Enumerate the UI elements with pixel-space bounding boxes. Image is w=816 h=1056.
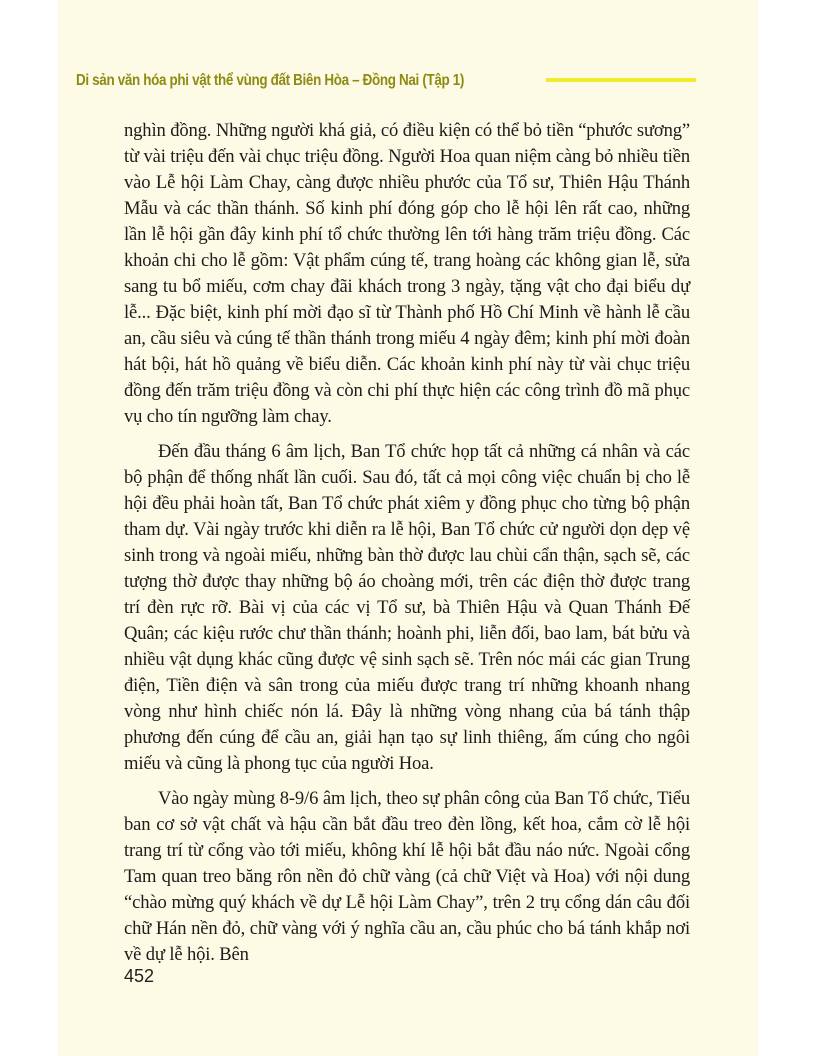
paragraph: Vào ngày mùng 8-9/6 âm lịch, theo sự phân công của Ban Tổ chức, Tiểu ban cơ sở vật chất và hậu cần bắt đầu treo đèn lồng, kết hoa, cắm cờ lễ hội trang trí từ cổng vào tới miếu, không khí lễ hội bắt đầu náo nức. Ngoài cổng Tam quan treo băng rôn nền đỏ chữ vàng (cả chữ Việt và Hoa) với nội dung “chào mừng quý khách về dự Lễ hội Làm Chay”, trên 2 trụ cổng dán câu đối chữ Hán nền đỏ, chữ vàng với ý nghĩa cầu an, cầu phúc cho bá tánh khắp nơi về dự lễ hội. Bên bbox=[124, 788, 690, 965]
page-number: 452 bbox=[124, 966, 155, 986]
paragraph: nghìn đồng. Những người khá giả, có điều kiện có thể bỏ tiền “phước sương” từ vài triệu đến vài chục triệu đồng. Người Hoa quan niệm càng bỏ nhiều tiền vào Lễ hội Làm Chay, càng được nhiều phước của Tổ sư, Thiên Hậu Thánh Mẫu và các thần thánh. Số kinh phí đóng góp cho lễ hội lên rất cao, những lần lễ hội gần đây kinh phí tổ chức thường lên tới hàng trăm triệu đồng. Các khoản chi cho lễ gồm: Vật phẩm cúng tế, trang hoàng các không gian lễ, sửa sang tu bổ miếu, cơm chay đãi khách trong 3 ngày, tặng vật cho đại biểu dự lễ... Đặc biệt, kinh phí mời đạo sĩ từ Thành phố Hồ Chí Minh về hành lễ cầu an, cầu siêu và cúng tế thần thánh trong miếu 4 ngày đêm; kinh phí mời đoàn hát bội, hát hồ quảng về biểu diễn. Các khoản kinh phí này từ vài chục triệu đồng đến trăm triệu đồng và còn chi phí thực hiện các công trình đồ mã phục vụ cho tín ngưỡng làm chay. bbox=[124, 120, 690, 427]
header-title: Di sản văn hóa phi vật thể vùng đất Biên Hòa – Đồng Nai (Tập 1) bbox=[76, 72, 465, 89]
running-header bbox=[76, 64, 696, 98]
paragraph: Đến đầu tháng 6 âm lịch, Ban Tổ chức họp tất cả những cá nhân và các bộ phận để thống nhất lần cuối. Sau đó, tất cả mọi công việc chuẩn bị cho lễ hội đều phải hoàn tất, Ban Tổ chức phát xiêm y đồng phục cho từng bộ phận tham dự. Vài ngày trước khi diễn ra lễ hội, Ban Tổ chức cử người dọn dẹp vệ sinh trong và ngoài miếu, những bàn thờ được lau chùi cẩn thận, sạch sẽ, các tượng thờ được thay những bộ áo choàng mới, trên các điện thờ được trang trí đèn rực rỡ. Bài vị của các vị Tổ sư, bà Thiên Hậu và Quan Thánh Đế Quân; các kiệu rước chư thần thánh; hoành phi, liễn đối, bao lam, bát bửu và nhiều vật dụng khác cũng được vệ sinh sạch sẽ. Trên nóc mái các gian Trung điện, Tiền điện và sân trong của miếu được trang trí những khoanh nhang vòng như hình chiếc nón lá. Đây là những vòng nhang của bá tánh thập phương đến cúng để cầu an, giải hạn tạo sự linh thiêng, ấm cúng cho ngôi miếu và cũng là phong tục của người Hoa. bbox=[124, 441, 690, 774]
body-text bbox=[124, 118, 690, 977]
header-rule bbox=[546, 78, 696, 82]
